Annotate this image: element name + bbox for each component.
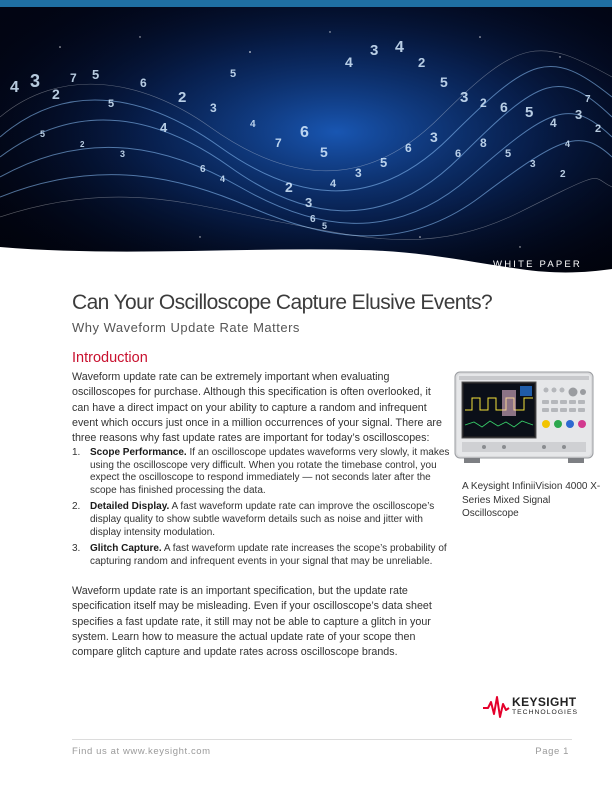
list-number: 1. (72, 447, 81, 458)
svg-text:3: 3 (305, 195, 313, 210)
svg-text:3: 3 (575, 107, 583, 122)
figure-caption: A Keysight InfiniiVision 4000 X-Series Mixed Signal Oscilloscope (462, 481, 601, 519)
svg-text:4: 4 (345, 54, 353, 70)
svg-text:5: 5 (322, 221, 328, 231)
list-item-text: A fast waveform update rate increases the scope’s probability of capturing random and infrequent events in your signal that may be unreliable. (90, 543, 447, 567)
svg-text:5: 5 (40, 129, 46, 139)
svg-text:3: 3 (460, 89, 469, 106)
svg-text:5: 5 (525, 104, 534, 121)
svg-text:2: 2 (418, 55, 426, 70)
svg-text:2: 2 (80, 140, 85, 149)
svg-text:6: 6 (300, 124, 309, 141)
page-number: Page 1 (535, 746, 569, 757)
brand-tagline: TECHNOLOGIES (512, 709, 579, 716)
svg-text:6: 6 (140, 76, 147, 90)
svg-text:3: 3 (30, 71, 41, 91)
svg-text:2: 2 (560, 169, 566, 180)
reasons-list (72, 447, 452, 572)
svg-text:7: 7 (70, 71, 77, 85)
svg-text:6: 6 (500, 99, 508, 115)
svg-text:2: 2 (285, 179, 293, 195)
svg-text:5: 5 (320, 144, 328, 160)
list-number: 3. (72, 543, 81, 555)
introduction-heading: Introduction (72, 350, 148, 366)
svg-text:5: 5 (108, 98, 115, 110)
svg-text:5: 5 (505, 148, 512, 160)
hero-banner-image (0, 7, 612, 285)
svg-text:3: 3 (430, 129, 438, 145)
svg-text:5: 5 (440, 74, 448, 90)
list-item-text: A fast waveform update rate can improve the oscilloscope’s display quality to show subtle waveform details such as noise and jitter with display intensity modulation. (90, 501, 435, 538)
svg-text:2: 2 (52, 86, 60, 102)
list-item (72, 543, 452, 568)
list-item-lead: Detailed Display. (90, 501, 170, 513)
list-item (72, 447, 452, 497)
svg-text:7: 7 (275, 136, 282, 150)
closing-paragraph: Waveform update rate is an important specification, but the update rate specification itself may be misleading. Even if your oscilloscope’s data sheet specifies a fast update rate, it still may not be able to capture a glitch in your system. Learn how to measure the actual update rate of your scope then compare glitch capture and update rates across oscilloscope brands. (72, 585, 432, 659)
footer-website-link[interactable]: Find us at www.keysight.com (72, 746, 211, 757)
svg-text:6: 6 (310, 214, 316, 225)
list-item (72, 501, 452, 539)
document-subtitle: Why Waveform Update Rate Matters (72, 320, 300, 335)
svg-text:6: 6 (455, 148, 462, 160)
svg-text:3: 3 (370, 42, 379, 59)
svg-text:2: 2 (595, 123, 602, 135)
svg-text:4: 4 (160, 120, 168, 135)
svg-text:5: 5 (380, 155, 388, 170)
brand-name: KEYSIGHT (512, 695, 577, 709)
svg-text:4: 4 (10, 79, 19, 96)
list-item-text: If an oscilloscope updates waveforms very slowly, it makes using the oscilloscope very difficult. When you rotate the timebase control, you expect the oscilloscope to respond immediately — not seconds later after the scope has finished processing the data. (90, 447, 450, 496)
svg-text:4: 4 (330, 178, 337, 190)
footer-divider (72, 739, 572, 740)
svg-text:5: 5 (92, 67, 100, 82)
svg-text:8: 8 (480, 136, 487, 150)
svg-text:6: 6 (405, 141, 412, 155)
svg-text:3: 3 (120, 149, 126, 159)
oscilloscope-image (454, 370, 594, 465)
svg-text:6: 6 (200, 164, 206, 175)
svg-text:4: 4 (565, 139, 571, 149)
introduction-paragraph: Waveform update rate can be extremely important when evaluating oscilloscopes for purchase. Although this specification is often overlooked, it can have a direct impact on your ability to capture a random and infrequent event which occurs just once in a million occurrences of your signal. There are three reasons why fast update rates are important for today’s oscilloscopes: (72, 371, 442, 445)
list-number: 2. (72, 501, 81, 513)
svg-text:4: 4 (220, 174, 226, 184)
top-accent-bar (0, 0, 612, 7)
list-item-lead: Scope Performance. (90, 447, 187, 458)
svg-text:5: 5 (230, 68, 237, 80)
svg-text:3: 3 (530, 159, 536, 170)
svg-text:7: 7 (585, 94, 591, 105)
svg-text:4: 4 (395, 39, 404, 56)
svg-text:3: 3 (210, 101, 217, 115)
list-item-lead: Glitch Capture. (90, 543, 162, 555)
svg-text:2: 2 (178, 89, 187, 106)
document-title: Can Your Oscilloscope Capture Elusive Events? (72, 291, 493, 314)
white-paper-label: WHITE PAPER (493, 259, 582, 270)
svg-text:4: 4 (550, 116, 557, 130)
svg-text:3: 3 (355, 166, 362, 180)
svg-text:2: 2 (480, 96, 487, 110)
svg-text:4: 4 (250, 119, 256, 130)
